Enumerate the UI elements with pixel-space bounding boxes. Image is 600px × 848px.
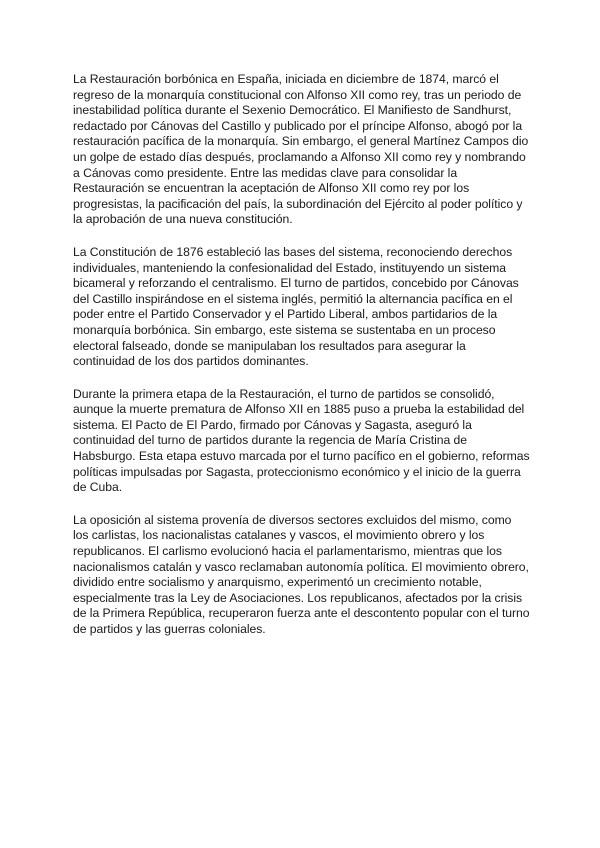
paragraph-oposicion: La oposición al sistema provenía de diversos sectores excluidos del mismo, como los carlistas, los nacionalistas catalanes y vascos, el movimiento obrero y los republicanos. El carlismo evolucionó hacia el parlamentarismo, mientras que los nacionalismos catalán y vasco reclamaban autonomía política. El movimiento obrero, dividido entre socialismo y anarquismo, experimentó un crecimiento notable, especialmente tras la Ley de Asociaciones. Los republicanos, afectados por la crisis de la Primera República, recuperaron fuerza ante el descontento popular con el turno de partidos y las guerras coloniales. [73, 512, 530, 636]
paragraph-constitucion-1876: La Constitución de 1876 estableció las bases del sistema, reconociendo derechos individuales, manteniendo la confesionalidad del Estado, instituyendo un sistema bicameral y reforzando el centralismo. El turno de partidos, concebido por Cánovas del Castillo inspirándose en el sistema inglés, permitió la alternancia pacífica en el poder entre el Partido Conservador y el Partido Liberal, ambos partidarios de la monarquía borbónica. Sin embargo, este sistema se sustentaba en un proceso electoral falseado, donde se manipulaban los resultados para asegurar la continuidad de los dos partidos dominantes. [73, 244, 519, 369]
document-body [73, 72, 530, 655]
paragraph-primera-etapa: Durante la primera etapa de la Restauración, el turno de partidos se consolidó, aunque la muerte prematura de Alfonso XII en 1885 puso a prueba la estabilidad del sistema. El Pacto de El Pardo, firmado por Cánovas y Sagasta, aseguró la continuidad del turno de partidos durante la regencia de María Cristina de Habsburgo. Esta etapa estuvo marcada por el turno pacífico en el gobierno, reformas políticas impulsadas por Sagasta, proteccionismo económico y el inicio de la guerra de Cuba. [73, 386, 530, 495]
paragraph-restauracion: La Restauración borbónica en España, iniciada en diciembre de 1874, marcó el regreso de la monarquía constitucional con Alfonso XII como rey, tras un periodo de inestabilidad política durante el Sexenio Democrático. El Manifiesto de Sandhurst, redactado por Cánovas del Castillo y publicado por el príncipe Alfonso, abogó por la restauración pacífica de la monarquía. Sin embargo, el general Martínez Campos dio un golpe de estado días después, proclamando a Alfonso XII como rey y nombrando a Cánovas como presidente. Entre las medidas clave para consolidar la Restauración se encuentran la aceptación de Alfonso XII como rey por los progresistas, la pacificación del país, la subordinación del Ejército al poder político y la aprobación de una nueva constitución. [73, 72, 529, 227]
